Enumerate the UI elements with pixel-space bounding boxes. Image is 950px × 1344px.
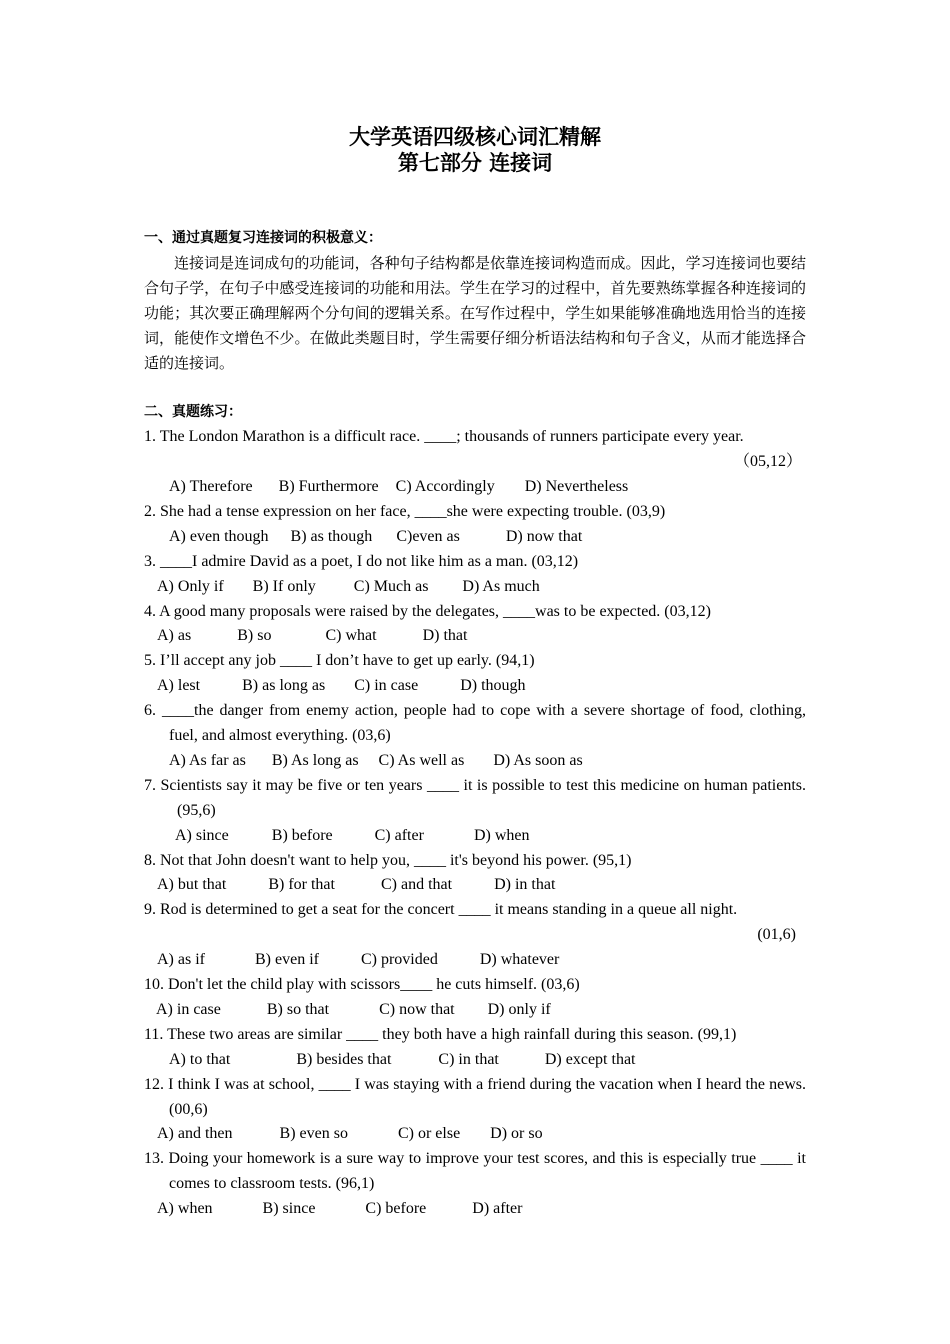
option[interactable]: C) in case	[354, 677, 419, 695]
question-options	[144, 824, 806, 849]
question-options	[144, 674, 806, 699]
question-options	[144, 1197, 806, 1222]
option[interactable]: A) even though	[169, 527, 269, 545]
option[interactable]: A) as if	[157, 951, 205, 969]
option[interactable]: D) As much	[462, 577, 540, 595]
option[interactable]: B) Furthermore	[278, 478, 379, 496]
option[interactable]: B) besides that	[296, 1050, 392, 1068]
option[interactable]: C) what	[325, 627, 377, 645]
option[interactable]: D) after	[472, 1200, 523, 1218]
option[interactable]: A) in case	[156, 1000, 221, 1018]
option[interactable]: B) for that	[268, 876, 335, 894]
question-options	[144, 998, 806, 1023]
option[interactable]: D) in that	[494, 876, 556, 894]
question-stem: 13. Doing your homework is a sure way to improve your test scores, and this is especially true ____ it comes to classroom tests. (96,1)	[144, 1150, 806, 1193]
document-subtitle: 第七部分 连接词	[397, 151, 553, 175]
question-stem: 9. Rod is determined to get a seat for the concert ____ it means standing in a queue all night.	[144, 901, 738, 919]
option[interactable]: B) since	[262, 1200, 316, 1218]
option[interactable]: D) only if	[487, 1000, 551, 1018]
section1-heading: 一、通过真题复习连接词的积极意义：	[144, 230, 382, 246]
question-stem: 7. Scientists say it may be five or ten years ____ it is possible to test this medicine on human patients. (95,6)	[144, 776, 806, 819]
option[interactable]: D) now that	[505, 527, 583, 545]
option[interactable]: C) Accordingly	[395, 478, 495, 496]
option[interactable]: C) and that	[380, 876, 453, 894]
option[interactable]: A) Therefore	[169, 478, 253, 496]
question-stem: 4. A good many proposals were raised by the delegates, ____was to be expected. (03,12)	[144, 602, 711, 620]
question-options	[144, 1122, 806, 1147]
document-title: 大学英语四级核心词汇精解	[349, 125, 601, 149]
question-options	[144, 624, 806, 649]
question-stem: 2. She had a tense expression on her face, ____she were expecting trouble. (03,9)	[144, 502, 666, 520]
option[interactable]: C) now that	[379, 1000, 455, 1018]
option[interactable]: D) As soon as	[493, 751, 583, 769]
option[interactable]: C) in that	[438, 1050, 499, 1068]
option[interactable]: C) provided	[360, 951, 438, 969]
question-options	[144, 525, 806, 550]
option[interactable]: B) before	[271, 826, 333, 844]
option[interactable]: B) If only	[252, 577, 316, 595]
option[interactable]: B) so that	[266, 1000, 330, 1018]
section1-body	[144, 251, 806, 376]
option[interactable]: D) except that	[544, 1050, 636, 1068]
intro-paragraph: 连接词是连词成句的功能词，各种句子结构都是依靠连接词构造而成。因此，学习连接词也要结合句子学，在句子中感受连接词的功能和用法。学生在学习的过程中，首先要熟练掌握各种连接词的功能；其次要正确理解两个分句间的逻辑关系。在写作过程中，学生如果能够准确地选用恰当的连接词，能使作文增色不少。在做此类题目时，学生需要仔细分析语法结构和句子含义，从而才能选择合适的连接词。	[144, 253, 806, 372]
question-stem: 6. ____the danger from enemy action, people had to cope with a severe shortage of food, clothing, fuel, and almost everything. (03,6)	[144, 702, 806, 744]
question-stem: 3. ____I admire David as a poet, I do not like him as a man. (03,12)	[144, 552, 579, 570]
option[interactable]: C) Much as	[353, 577, 429, 595]
option[interactable]: C)even as	[396, 527, 460, 545]
question-stem: 5. I’ll accept any job ____ I don’t have to get up early. (94,1)	[144, 652, 535, 670]
question-options	[144, 475, 806, 500]
option[interactable]: B) even if	[254, 951, 319, 969]
option[interactable]: D) or so	[490, 1125, 543, 1143]
question-options	[144, 873, 806, 898]
spacer	[144, 375, 806, 400]
question-stem: 12. I think I was at school, ____ I was staying with a friend during the vacation when I heard the news. (00,6)	[144, 1075, 806, 1118]
question-stem: 11. These two areas are similar ____ they both have a high rainfall during this season. (99,1)	[144, 1025, 737, 1043]
question-stem: 10. Don't let the child play with scissors____ he cuts himself. (03,6)	[144, 976, 580, 993]
question-options	[144, 1048, 806, 1073]
option[interactable]: B) as though	[290, 527, 373, 545]
option[interactable]: D) when	[473, 826, 530, 844]
option[interactable]: A) Only if	[157, 577, 224, 595]
option[interactable]: A) since	[175, 826, 229, 844]
question-options	[144, 948, 806, 973]
option[interactable]: A) when	[157, 1200, 213, 1218]
option[interactable]: D) Nevertheless	[524, 478, 629, 496]
option[interactable]: A) but that	[157, 876, 227, 894]
option[interactable]: A) as	[157, 627, 192, 645]
option[interactable]: C) or else	[397, 1125, 461, 1143]
option[interactable]: A) to that	[169, 1050, 231, 1068]
option[interactable]: B) as long as	[242, 677, 326, 695]
option[interactable]: A) As far as	[169, 751, 246, 769]
option[interactable]: B) As long as	[271, 751, 359, 769]
question-stem: 8. Not that John doesn't want to help you, ____ it's beyond his power. (95,1)	[144, 851, 632, 869]
option[interactable]: B) even so	[279, 1125, 348, 1143]
document-body	[144, 226, 806, 1222]
option[interactable]: D) that	[422, 627, 468, 645]
option[interactable]: D) though	[460, 677, 526, 695]
section2-heading: 二、真题练习：	[144, 404, 242, 421]
question-options	[144, 575, 806, 600]
option[interactable]: D) whatever	[479, 951, 560, 969]
question-options	[144, 749, 806, 774]
option[interactable]: B) so	[237, 627, 272, 645]
question-source: (01,6)	[757, 926, 796, 944]
question-stem: 1. The London Marathon is a difficult race. ____; thousands of runners participate every year.	[144, 428, 744, 446]
question-source: （05,12）	[733, 453, 802, 471]
option[interactable]: C) after	[374, 826, 424, 844]
option[interactable]: A) lest	[157, 677, 201, 695]
option[interactable]: C) As well as	[378, 751, 465, 769]
option[interactable]: A) and then	[157, 1125, 233, 1143]
option[interactable]: C) before	[365, 1200, 427, 1218]
